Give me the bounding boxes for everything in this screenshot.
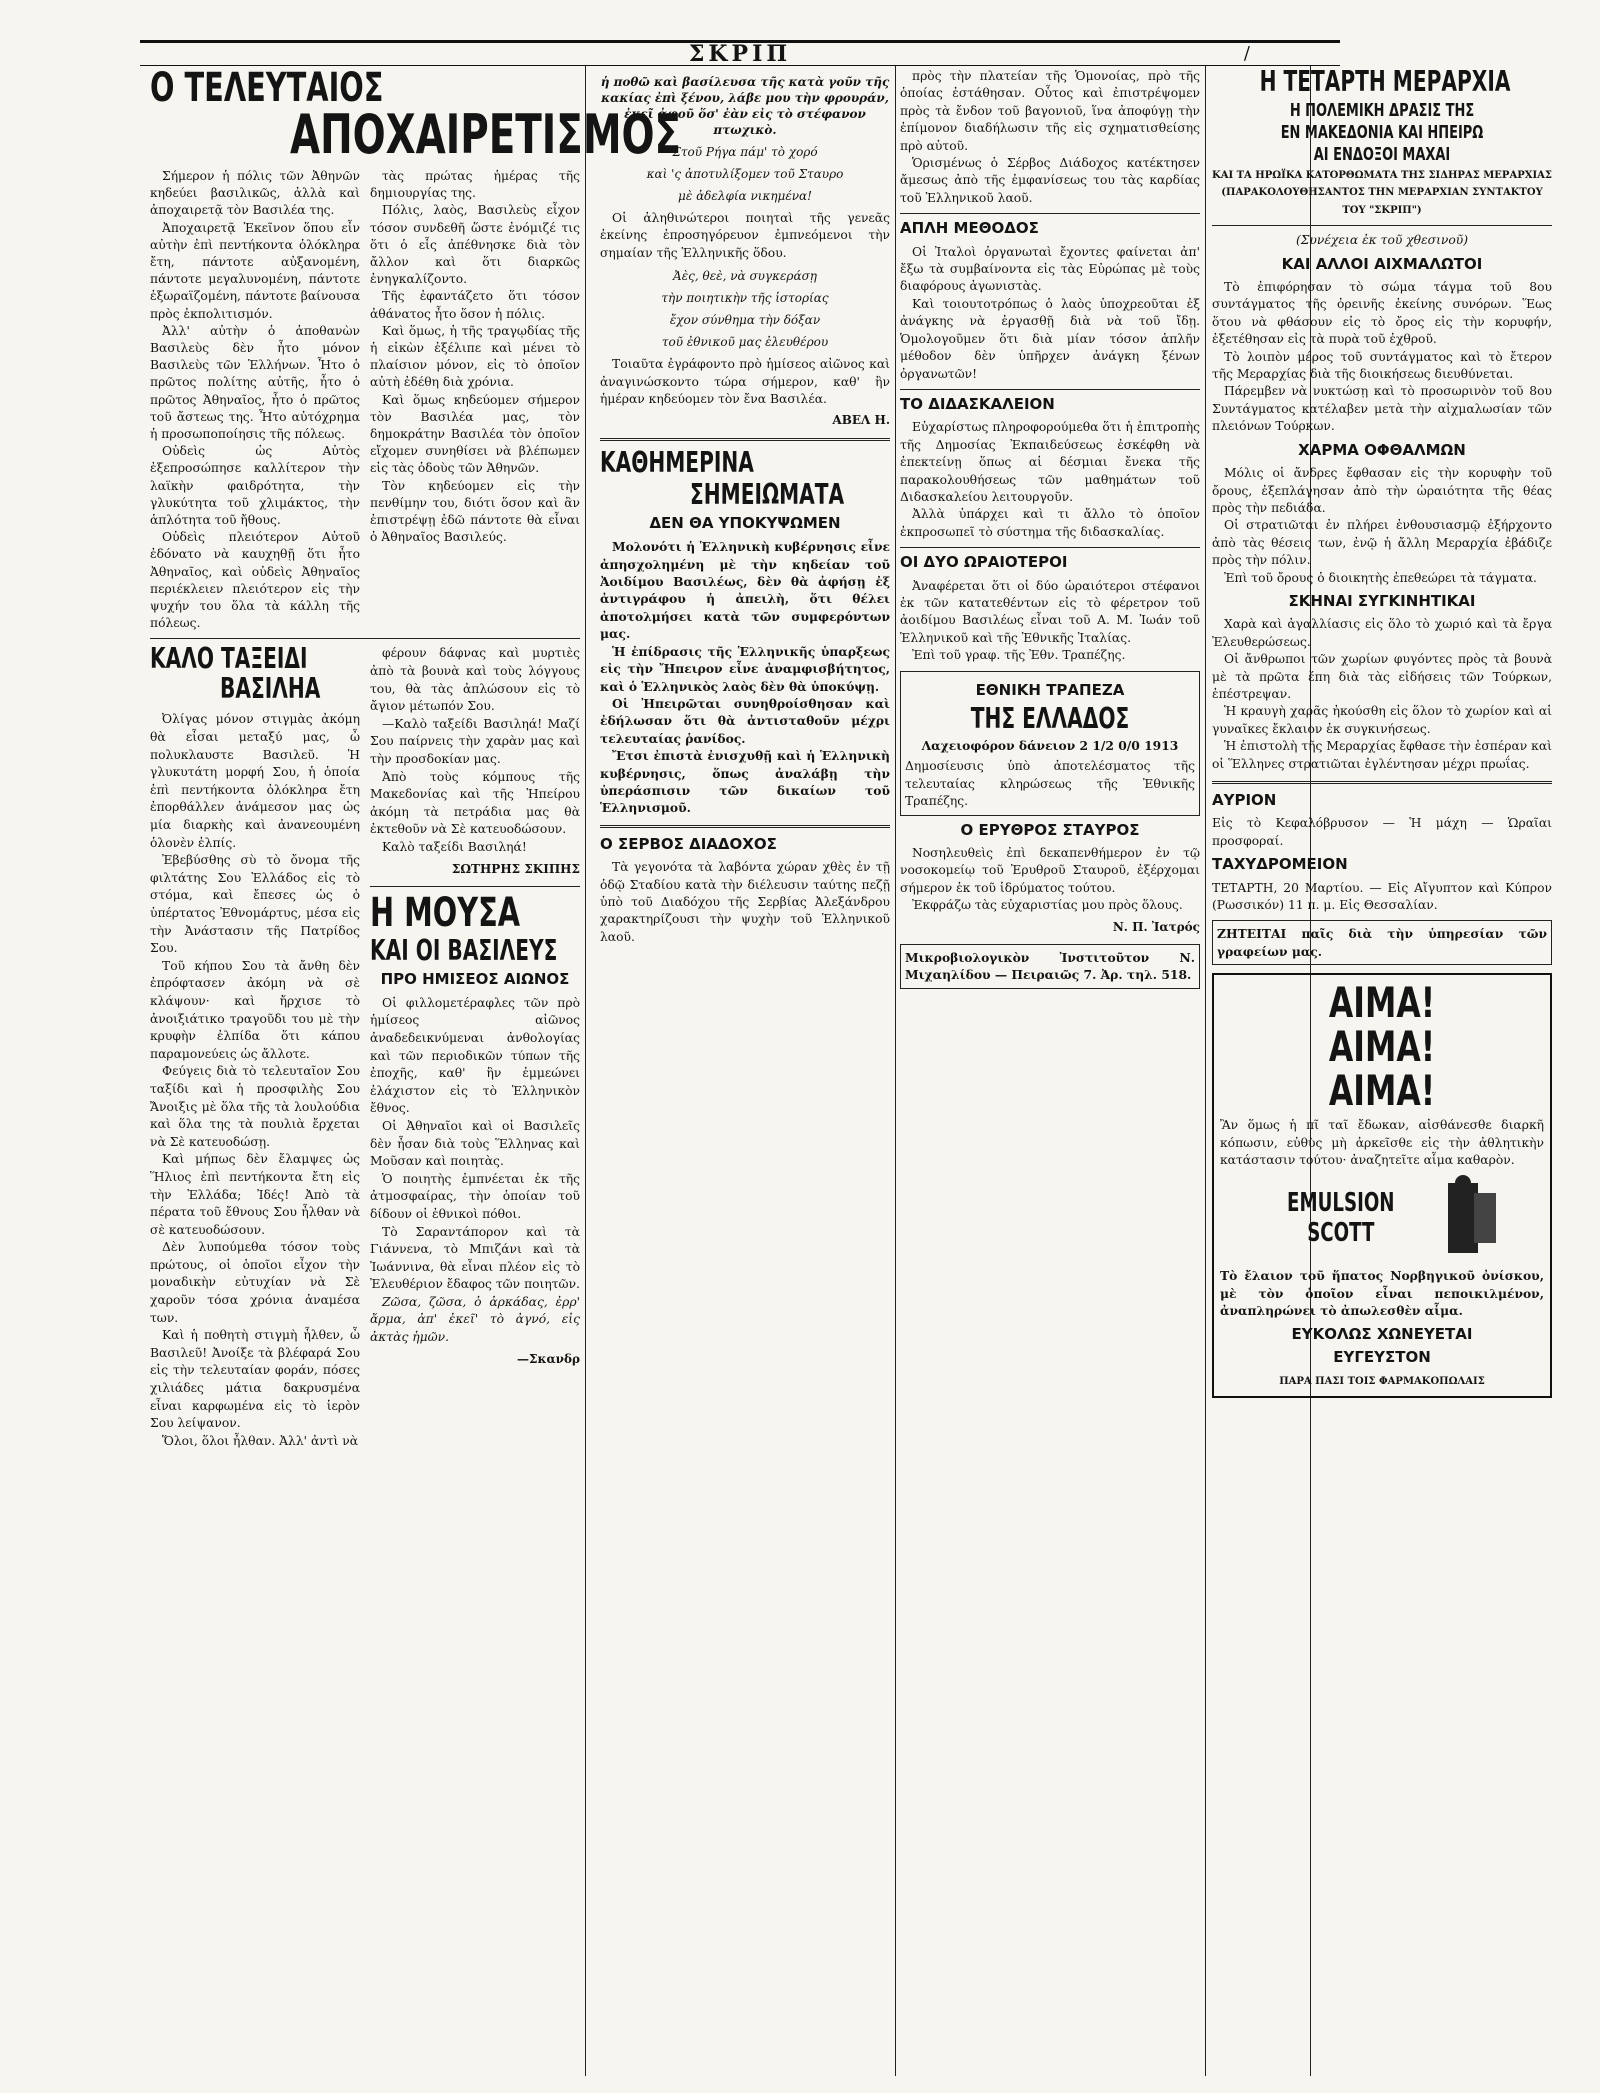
masthead-mark: / [1243, 43, 1250, 64]
paragraph: —Καλὸ ταξείδι Βασιληά! Μαζί Σου παίρνεις τὴν χαρὰν μας καὶ τὴν προσδοκίαν μας. [370, 716, 580, 767]
paragraph: Ἐκφράζω τὰς εὐχαριστίας μου πρὸς ὅλους. [912, 898, 1183, 913]
ad-blood-2: ΑΙΜΑ! [1328, 1022, 1436, 1072]
paragraph: Τὸ ἐπιφόρησαν τὸ σώμα τάγμα τοῦ 8ου συντάγματος τῆς ὀρεινῆς ἐκείνης συνόρων. Ἕως ὅτου νὰ φθάσουν εἰς τὸ ὄρος εἰς τὴν κορυφήν, ἐξετέθησαν εἰς τὰ πυρὰ τοῦ ἐχθροῦ. [1212, 280, 1552, 347]
column-5 [1212, 65, 1552, 2073]
headline-fourth-division: Η ΤΕΤΑΡΤΗ ΜΕΡΑΡΧΙΑ [1259, 65, 1511, 98]
headline-red-cross: Ο ΕΡΥΘΡΟΣ ΣΤΑΥΡΟΣ [960, 820, 1140, 839]
paragraph: Ἡ κραυγὴ χαρᾶς ἠκούσθη εἰς ὅλον τὸ χωρίον καὶ αἱ γυναῖκες ἔκλαιον ἐκ συγκινήσεως. [1212, 704, 1552, 736]
signature: —Σκανδρ [516, 1351, 580, 1366]
paragraph: Καὶ τοιουτοτρόπως ὁ λαὸς ὑποχρεοῦται ἐξ ἀνάγκης νὰ ἐργασθῇ διὰ νὰ τοῦ ἴδῃ. Ὁμολογοῦμεν ὅτι διὰ μίαν τόσον ἁπλῆν μέθοδον δὲν ὑπῆρχεν ἀνάγκη ξένων ὀργανωτῶν! [900, 296, 1200, 381]
emulsion-label: EMULSION [1287, 1188, 1395, 1219]
paragraph: φέρουν δάφνας καὶ μυρτιὲς ἀπὸ τὰ βουνὰ καὶ τοὺς λόγγους του, θὰ τὰς ἀπλώσουν εἰς τὸ ἄγιον μέτωπόν Σου. [370, 646, 580, 714]
paragraph: Οὐδεὶς ὡς Αὐτὸς ἐξεπροσώπησε καλλίτερον τὴν λαϊκὴν φαιδρότητα, τὴν γλυκύτητα τοῦ χλιμάκτος, τὴν ἁπλότητα τοῦ ἤθους. [150, 444, 360, 528]
ad-footer: ΕΥΚΟΛΩΣ ΧΩΝΕΥΕΤΑΙ [1291, 1324, 1473, 1343]
paragraph: Πόλις, λαὸς, Βασιλεὺς εἶχον τόσον συνδεθῆ ὥστε ἐνόμιζέ τις ὅτι ὁ εἷς ἀπέθνησκε διὰ τὸν ἄλλον καὶ ὅτι διαρκῶς ἐνηγκαλίζοντο. [370, 203, 580, 287]
divider [1212, 781, 1552, 784]
paragraph: Ἀπὸ τοὺς κόμπους τῆς Μακεδονίας καὶ τῆς Ἠπείρου ἀκόμη τὰ πετράδια μας θὰ ἐκτεθοῦν νὰ Σὲ κατευοδώσουν. [370, 769, 580, 837]
wanted-notice: ΖΗΤΕΙΤΑΙ παῖς διὰ τὴν ὑπηρεσίαν τῶν γραφείων μας. [1212, 920, 1552, 965]
paragraph: Καὶ ἡ ποθητὴ στιγμὴ ἦλθεν, ὦ Βασιλεῦ! Ἀνοίξε τὰ βλέφαρά Σου εἰς τὴν τελευταίαν φοράν, πόσες χιλιάδες μάτια δακρυσμένα εἶναι καρφωμένα εἰς τὸ ἱερὸν Σου λείψανον. [150, 1328, 360, 1431]
paragraph: Καὶ μήπως δὲν ἔλαμψες ὡς Ἥλιος ἐπὶ πεντήκοντα ἔτη εἰς τὴν Ἑλλάδα; Ἰδές! Ἀπὸ τὰ πέρατα τοῦ ἔθνους Σου ἦλθαν νὰ σὲ κατευοδώσουν. [150, 1152, 360, 1237]
divider [1212, 225, 1552, 226]
paragraph: Χαρὰ καὶ ἀγαλλίασις εἰς ὅλο τὸ χωριό καὶ τὰ ἔργα Ἐλευθερώσεως. [1212, 617, 1552, 649]
subhead-daily-notes: ΔΕΝ ΘΑ ΥΠΟΚΥΨΩΜΕΝ [649, 513, 841, 532]
article-farewell-left [150, 168, 360, 632]
paragraph: Νοσηλευθεὶς ἐπὶ δεκαπενθήμερον ἐν τῷ νοσοκομείῳ τοῦ Ἐρυθροῦ Σταυροῦ, ἐξέρχομαι σήμερον ἐκ τοῦ ἱδρύματος τούτου. [900, 846, 1200, 895]
article-muse-column [370, 645, 580, 1450]
signature: ΣΩΤΗΡΗΣ ΣΚΙΠΗΣ [451, 861, 580, 876]
paragraph: Οἱ Ἀθηναῖοι καὶ οἱ Βασιλεῖς δὲν ἦσαν διὰ τοὺς Ἕλληνας καὶ Μοῦσαν καὶ ποιητὰς. [370, 1118, 580, 1169]
section-feast-for-eyes: ΧΑΡΜΑ ΟΦΘΑΛΜΩΝ [1298, 440, 1466, 459]
divider [900, 547, 1200, 548]
paragraph: Τὸν κηδεύομεν εἰς τὴν πενθίμην του, διότι ὅσον καὶ ἂν ἐπιστρέψῃ ἐδῶ πάντοτε θὰ εἶναι ὁ Ἀθηναῖος Βασιλεύς. [370, 478, 580, 545]
paragraph: Οἱ Ἰταλοὶ ὀργανωταὶ ἔχοντες φαίνεται ἀπ' ἔξω τὰ συμβαίνοντα εἰς τὰς Εὐρώπας μὲ τοὺς διαφόρους ἀγωνιστὰς. [900, 244, 1200, 294]
subhead-feats: ΚΑΙ ΤΑ ΗΡΩΪΚΑ ΚΑΤΟΡΘΩΜΑΤΑ ΤΗΣ ΣΙΔΗΡΑΣ ΜΕΡΑΡΧΙΑΣ [1212, 170, 1552, 181]
paragraph: Ἀναφέρεται ὅτι οἱ δύο ὡραιότεροι στέφανοι ἐκ τῶν κατατεθέντων εἰς τὸ φέρετρον τοῦ ἀοιδίμου Βασιλέως εἶναι τοῦ Α. Μ. Ἰωάν τοῦ Ἑλληνικοῦ καὶ τῆς Ἐθνικῆς Ἰταλίας. [900, 578, 1200, 645]
ad-footer: ΕΥΓΕΥΣΤΟΝ [1333, 1348, 1431, 1367]
divider [600, 438, 890, 441]
headline-two-most-beautiful: ΟΙ ΔΥΟ ΩΡΑΙΟΤΕΡΟΙ [900, 553, 1068, 572]
divider [900, 213, 1200, 214]
bank-date: Λαχειοφόρον δάνειον 2 1/2 0/0 1913 [921, 738, 1179, 753]
subhead-muse: ΠΡΟ ΗΜΙΣΕΟΣ ΑΙΩΝΟΣ [380, 970, 570, 989]
divider [370, 886, 580, 887]
bank-notice [900, 671, 1200, 816]
bank-text: Δημοσίευσις ὑπὸ ἀποτελέσματος τῆς τελευταίας κληρώσεως τῆς Ἐθνικῆς Τραπέζης. [905, 759, 1195, 809]
paragraph: Τὸ Σαραντάπορον καὶ τὰ Γιάννενα, τὸ Μπιζάνι καὶ τὰ Ἰωάννινα, θὰ εἶναι πλέον εἰς τὸ Ἐλευθέριον ἔδαφος τῶν ποιητῶν. [370, 1224, 580, 1292]
paragraph: Εὐχαρίστως πληροφορούμεθα ὅτι ἡ ἐπιτροπὴς τῆς Δημοσίας Ἐκπαιδεύσεως ἐσκέφθη νὰ ἐπεκτείνῃ ὅπως αἱ δέσμιαι ἔνεκα τῆς παρακολουθήσεως τῶν μαθημάτων τοῦ Διδασκαλείου λειτουργοῦν. [900, 420, 1200, 504]
paragraph: πρὸς τὴν πλατείαν τῆς Ὁμονοίας, πρὸ τῆς ὁποίας ἐστάθησαν. Οὗτος καὶ ἐπιστρέψομεν πρὸς τὰ ἔνδον τοῦ βαγονιοῦ, ἵνα ἀποφύγῃ τὴν ἐπίμονον διαδήλωσιν τῆς εἰς σχηματισθείσης πρὸ αὐτοῦ. [900, 69, 1200, 153]
headline-last-farewell-2: ΑΠΟΧΑΙΡΕΤΙΣΜΟΣ [290, 103, 682, 166]
masthead [140, 40, 1340, 66]
paragraph: Ὁρισμένως ὁ Σέρβος Διάδοχος κατέκτησεν ἄμεσως ἀπὸ τῆς ἐμφανίσεως του τὰς καρδίας τοῦ Ἑλληνικοῦ λαοῦ. [900, 156, 1200, 205]
column-rule [1205, 66, 1206, 2076]
paragraph: Ἡ ἐπιστολὴ τῆς Μεραρχίας ἔφθασε τὴν ἑσπέραν καὶ οἱ Ἕλληνες στρατιῶται ἐγλέντησαν μέχρι πρωΐας. [1212, 739, 1552, 771]
paragraph: Ὁ ποιητὴς ἐμπνέεται ἐκ τῆς ἀτμοσφαίρας, τὴν ὁποίαν τοῦ δίδουν οἱ ἐθνικοὶ πόθοι. [370, 1171, 580, 1221]
fisherman-with-fish-icon [1430, 1173, 1500, 1263]
divider [150, 638, 580, 639]
paragraph: Οἱ ἀληθινώτεροι ποιηταὶ τῆς γενεᾶς ἐκείνης ἐπροσηγόρευον ἐμπνεόμενοι τὴν σημαίαν τῆς Ἑλληνικῆς ὅδου. [600, 211, 890, 260]
paragraph: Εἰς τὸ Κεφαλόβρυσον — Ἡ μάχη — Ὡραῖαι προσφοραί. [1212, 816, 1552, 848]
column-rule [895, 66, 896, 2076]
paragraph: Ἀλλὰ ὑπάρχει καὶ τι ἄλλο τὸ ὁποῖον ἐκπροσωπεῖ τὸ σύστημα τῆς διδασκαλίας. [900, 507, 1200, 539]
column-rule [585, 66, 586, 2076]
ad-text: Ἂν ὅμως ἡ πῖ ταῖ ἔδωκαν, αἰσθάνεσθε διαρκῆ κόπωσιν, εὐθὺς μὴ ἀρκεῖσθε εἰς τὴν ἀθλητικὴν κατάστασιν τούτου· ἀναζητεῖτε αἷμα καθαρὸν. [1220, 1118, 1544, 1168]
headline-daily-notes-1: ΚΑΘΗΜΕΡΙΝΑ [600, 445, 754, 479]
paragraph: Ἀλλ' αὐτὴν ὁ ἀποθανὼν Βασιλεὺς δὲν ἦτο μόνον Βασιλεὺς τῶν Ἑλλήνων. Ἦτο ὁ πρῶτος πολίτης αὐτῆς, ἦτο ὁ πρῶτος Ἀθηναῖος, ἦτο ὁ πρῶτος τοῦ ἄστεως της. Ἦτο αὐτόχρημα ἡ προσωποποίησις τῆς πόλεως. [150, 323, 360, 442]
newspaper-name: ΣΚΡΙΠ [688, 41, 792, 67]
headline-good-journey-1: ΚΑΛΟ ΤΑΞΕΙΔΙ [150, 642, 308, 676]
divider [600, 825, 890, 828]
paragraph: Οἱ στρατιῶται ἐν πλήρει ἐνθουσιασμῷ ἐξήρχοντο ἀπὸ τὰς θέσεις των, ἐνῷ ἡ ἄλλη Μεραρχία ἐβάδιζε πρὸς τὴν πόλιν. [1212, 518, 1552, 568]
headline-serbian-heir: Ο ΣΕΡΒΟΣ ΔΙΑΔΟΧΟΣ [600, 834, 777, 853]
paragraph: Τοῦ κήπου Σου τὰ ἄνθη δὲν ἐπρόφτασεν ἀκόμη νὰ σὲ κλάψουν· καὶ ἤρχισε τὸ ἀνοιξιάτικο τραγοῦδι του μὲ τὴν κρυφὴν ἐλπίδα ὅτι κάπου παραμονεύεις ὡς ἄλλοτε. [150, 958, 360, 1061]
paragraph: Πάρεμβεν νὰ νυκτώσῃ καὶ τὸ προσωρινὸν τοῦ 8ου Συντάγματος κατέλαβεν μετὰ τὴν αἰχμαλωσίαν τῶν πλειόνων Τούρκων. [1212, 384, 1552, 434]
paragraph: Οἱ ἄνθρωποι τῶν χωρίων φυγόντες πρὸς τὰ βουνὰ μὲ τὰ πρῶτα ἔπη διὰ τὰς εἰδήσεις τῶν Τούρκων, ἐπέστρεψαν. [1212, 652, 1552, 701]
poem-line: Στοῦ Ρήγα πάμ' τὸ χορό [672, 145, 818, 159]
signature: ΑΒΕΛ Η. [832, 413, 890, 428]
paragraph: Ἐπὶ τοῦ ὄρους ὁ διοικητὴς ἐπεθεώρει τὰ τάγματα. [1224, 570, 1537, 585]
scott-label: SCOTT [1307, 1218, 1375, 1249]
paragraph: Ζῶσα, ζῶσα, ὁ ἀρκάδας, ἐρρ' ἄρμα, ἀπ' ἐκεῖ' τὸ ἀγνό, εἰς ἀκτὰς ἡμῶν. [370, 1294, 580, 1345]
article-farewell-right [370, 168, 580, 632]
divider [900, 389, 1200, 390]
subhead-reporter: (ΠΑΡΑΚΟΛΟΥΘΗΣΑΝΤΟΣ ΤΗΝ ΜΕΡΑΡΧΙΑΝ ΣΥΝΤΑΚΤΟΥ ΤΟΥ "ΣΚΡΙΠ") [1221, 187, 1543, 216]
headline-school: ΤΟ ΔΙΔΑΣΚΑΛΕΙΟΝ [900, 394, 1055, 413]
poem-top: ἡ ποθῶ καὶ βασίλευσα τῆς κατὰ γοῦν τῆς κακίας ἐπὶ ξένου, λάβε μου τὴν φρουράν, ἐκεῖ ἀφοῦ ὅσ' ἐὰν εἰς τὸ στέφανον πτωχικὸ. [600, 75, 890, 137]
section-moving-scenes: ΣΚΗΝΑΙ ΣΥΓΚΙΝΗΤΙΚΑΙ [1288, 591, 1476, 610]
headline-good-journey-2: ΒΑΣΙΛΗΑ [220, 672, 321, 706]
paragraph: Ὀλίγας μόνον στιγμὰς ἀκόμη θὰ εἶσαι μεταξύ μας, ὦ πολυκλαυστε Βασιλεῦ. Ἡ γλυκυτάτη μορφή Σου, ἡ ὁποία ἐπὶ πεντήκοντα ὁλόκληρα ἔτη ἐπορθάλλεν ἀνάμεσον μας ὡς μία διαρκὴς καὶ ἀνανεουμένη ὁλονὲν ἐλπίς. [150, 712, 360, 850]
paragraph: Ὅλοι, ὅλοι ἦλθαν. Ἀλλ' ἀντὶ νὰ [162, 1433, 359, 1448]
ad-blood-1: ΑΙΜΑ! [1328, 978, 1436, 1028]
bank-title-2: ΤΗΣ ΕΛΛΑΔΟΣ [970, 702, 1130, 735]
continued-note: (Συνέχεια ἐκ τοῦ χθεσινοῦ) [1295, 233, 1469, 248]
paragraph: Οἱ φιλλομετέραφλες τῶν πρὸ ἡμίσεος αἰῶνος ἀναδεδεικνύμεναι ἀνθολογίας καὶ τῶν περιοδικῶν τύπων τῆς ἐποχῆς, καθ' ἣν ἐμμεώνει ἐλάχιστον εἰς τὸ Ἑλληνικὸν ἔθνος. [370, 995, 580, 1116]
headline-simple-method: ΑΠΛΗ ΜΕΘΟΔΟΣ [900, 219, 1039, 238]
headline-last-farewell-1: Ο ΤΕΛΕΥΤΑΙΟΣ [150, 65, 384, 111]
ad-footer: ΠΑΡΑ ΠΑΣΙ ΤΟΙΣ ΦΑΡΜΑΚΟΠΩΛΑΙΣ [1279, 1375, 1485, 1387]
paragraph: Καὶ ὅμως κηδεύομεν σήμερον τὸν Βασιλέα μας, τὸν δημοκράτην Βασιλέα τὸν ὁποῖον εἴχομεν συνηθίσει νὰ βλέπωμεν εἰς τὰς ὁδοὺς τῶν Ἀθηνῶν. [370, 392, 580, 476]
ad-text: Τὸ ἔλαιον τοῦ ἥπατος Νορβηγικοῦ ὀνίσκου, μὲ τὸν ὁποῖον εἶναι πεποικιλμένον, ἀναπληρώνει τὸ ἀπωλεσθὲν αἷμα. [1220, 1268, 1544, 1319]
paragraph: Φεύγεις διὰ τὸ τελευταῖον Σου ταξίδι καὶ ἡ προσφιλὴς Σου Ἄνοιξις μὲ ὅλα τῆς τὰ λουλούδια καὶ ὅλα της τὰ πουλιὰ ἔρχεται νὰ Σὲ κατευοδώσῃ. [150, 1064, 360, 1149]
paragraph: Δὲν λυπούμεθα τόσον τοὺς πρώτους, οἱ ὁποῖοι εἶχον τὴν μοναδικὴν εὐτυχίαν νὰ Σὲ χαροῦν τόσα χρόνια ἀναμέσα των. [150, 1240, 360, 1325]
poem-line: τὴν ποιητικὴν τῆς ἱστορίας [661, 291, 829, 306]
paragraph: Τοιαῦτα ἐγράφοντο πρὸ ἡμίσεος αἰῶνος καὶ ἀναγινώσκοντο τώρα σήμερον, καθ' ἣν ἡμέραν κηδεύομεν τὸν ἔνα Βασιλέα. [600, 357, 890, 407]
poem-line: καὶ 'ς ἀποτυλίξομεν τοῦ Σταυρο [646, 167, 844, 181]
poem-line: μὲ ἀδελφία νικημένα! [678, 189, 812, 203]
paragraph: Καλὸ ταξείδι Βασιληά! [382, 840, 527, 855]
paragraph: Ἐβεβύσθης σὺ τὸ ὄνομα τῆς φιλτάτης Σου Ἑλλάδος εἰς τὸ στόμα, καὶ ἔπεσες ὡς ὁ ὑπέρτατος Ἐθνομάρτυς, μέσα εἰς τὴν Ἀνάστασιν τῆς Πατρίδος Σου. [150, 853, 360, 956]
paragraph: Ἡ ἐπίδρασις τῆς Ἑλληνικῆς ὑπαρξεως εἰς τὴν Ἤπειρον εἶνε ἀναμφισβήτητος, καὶ ὁ Ἑλληνικὸς λαὸς δὲν θὰ ὑποκύψῃ. [600, 643, 890, 694]
paragraph: Τὰ γεγονότα τὰ λαβόντα χώραν χθὲς ἐν τῇ ὁδῷ Σταδίου κατὰ τὴν διέλευσιν ταύτης πεζῇ ὑπὸ τοῦ Διαδόχου τῆς Σερβίας Ἀλεξάνδρου χαρακτηρίζουσι τὴν ψυχὴν τοῦ Ἑλληνικοῦ λαοῦ. [600, 860, 890, 944]
paragraph: Τῆς ἐφαντάζετο ὅτι τόσον ἀθάνατος ἦτο ὅσον ἡ πόλις. [370, 289, 580, 321]
section-prisoners: ΚΑΙ ΑΛΛΟΙ ΑΙΧΜΑΛΩΤΟΙ [1281, 254, 1483, 273]
headline-muse-1: Η ΜΟΥΣΑ [370, 890, 521, 937]
paragraph: Μολονότι ἡ Ἑλληνικὴ κυβέρνησις εἶνε ἀπησχολημένη μὲ τὴν κηδείαν τοῦ Ἀοιδίμου Βασιλέως, δὲν θὰ ἀφήσῃ ἐξ ἀντιγράφου ἡ ἀπειλὴ, ὅτι θέλει ἀποτολμήσει κατὰ τῶν συμφερόντων μας. [600, 539, 890, 642]
bank-title-1: ΕΘΝΙΚΗ ΤΡΑΠΕΖΑ [975, 680, 1125, 699]
section-tomorrow: ΑΥΡΙΟΝ [1212, 791, 1277, 809]
paragraph: ΤΕΤΑΡΤΗ, 20 Μαρτίου. — Εἰς Αἴγυπτον καὶ Κύπρον (Ρωσσικόν) 11 π. μ. Εἰς Θεσσαλίαν. [1212, 880, 1552, 913]
poem-line: ἔχον σύνθημα τὴν δόξαν [669, 313, 821, 328]
headline-daily-notes-2: ΣΗΜΕΙΩΜΑΤΑ [690, 477, 845, 511]
article-good-journey [150, 642, 360, 1450]
headline-muse-2: ΚΑΙ ΟΙ ΒΑΣΙΛΕΥΣ [370, 934, 558, 968]
poem-line: Ἀὲς, θεὲ, νὰ συγκεράσῃ [673, 269, 817, 284]
paragraph: Ἔτσι ἐπιστὰ ἐνισχυθῇ καὶ ἡ Ἑλληνικὴ κυβέρνησις, ὅπως ἀναλάβῃ τὴν ὑπεράσπισιν τῶν δικαίων τοῦ Ἑλληνισμοῦ. [600, 748, 890, 816]
paragraph: Ἀποχαιρετᾷ Ἐκεῖνον ὅπου εἶν αὐτὴν ἐπὶ πεντήκοντα ὁλόκληρα ἔτη, πάντοτε αὐξανομένη, πάντοτε μεγαλυνομένη, πάντοτε ἐξωραϊζομένη, πάντοτε βαίνουσα πρὸς ἐκπολιτισμόν. [150, 220, 360, 321]
poem-line: τοῦ ἐθνικοῦ μας ἐλευθέρου [661, 335, 829, 350]
ad-blood-3: ΑΙΜΑ! [1328, 1066, 1436, 1116]
section-post: ΤΑΧΥΔΡΟΜΕΙΟΝ [1212, 855, 1348, 874]
paragraph: Οἱ Ἠπειρῶται συνηθροίσθησαν καὶ ἐδήλωσαν ὅτι θὰ ἀντισταθοῦν μέχρι τελευταίας ῥανίδος. [600, 695, 890, 746]
column-3 [600, 68, 890, 2073]
paragraph: Σήμερον ἡ πόλις τῶν Ἀθηνῶν κηδεύει βασιλικῶς, ἀλλὰ καὶ ἀποχαιρετᾷ τὸν Βασιλέα της. [150, 169, 360, 218]
emulsion-scott-advertisement [1212, 973, 1552, 1398]
paragraph: Καὶ ὅμως, ἡ τῆς τραγῳδίας τῆς ἡ εἰκὼν ἐξέλιπε καὶ μένει τὸ πλαίσιον μόνον, εἰς τὸ ὁποῖον αὐτὴ ἐδέθη διὰ χρόνια. [370, 323, 580, 390]
paragraph: Μόλις οἱ ἄνδρες ἔφθασαν εἰς τὴν κορυφὴν τοῦ ὄρους, ἐξεπλάγησαν ἀπὸ τὴν ὡραιότητα τῆς θέας πρὸς τὴν πεδιάδα. [1212, 466, 1552, 515]
headline-macedonia-epirus: ΕΝ ΜΑΚΕΔΟΝΙΑ ΚΑΙ ΗΠΕΙΡΩ [1280, 122, 1484, 143]
headline-glorious-battles: ΑΙ ΕΝΔΟΞΟΙ ΜΑΧΑΙ [1313, 144, 1451, 165]
column-4 [900, 68, 1200, 2073]
headline-war-action: Η ΠΟΛΕΜΙΚΗ ΔΡΑΣΙΣ ΤΗΣ [1289, 100, 1475, 121]
signature: Ν. Π. Ἰατρός [1112, 919, 1200, 934]
paragraph: Τὸ λοιπὸν μέρος τοῦ συντάγματος καὶ τὸ ἔτερον τῆς Μεραρχίας διὰ τῆς διοικήσεως διευθύνεται. [1212, 349, 1552, 382]
lab-advertisement: Μικροβιολογικὸν Ἰνστιτοῦτον Ν. Μιχαηλίδου — Πειραιῶς 7. Ἀρ. τηλ. 518. [900, 944, 1200, 989]
paragraph: Οὐδεὶς πλειότερον Αὐτοῦ ἐδόνατο νὰ καυχηθῇ ὅτι ἦτο Ἀθηναῖος, καὶ οὐδεὶς Ἀθηναῖος περιέκλειεν πλειότερον εἰς τὴν ψυχήν του ὅλα τὰ κάλλη τῆς πόλεως. [150, 530, 360, 631]
paragraph: τὰς πρώτας ἡμέρας τῆς δημιουργίας της. [370, 169, 580, 201]
paragraph: Ἐπὶ τοῦ γραφ. τῆς Ἐθν. Τραπέζης. [912, 648, 1126, 663]
